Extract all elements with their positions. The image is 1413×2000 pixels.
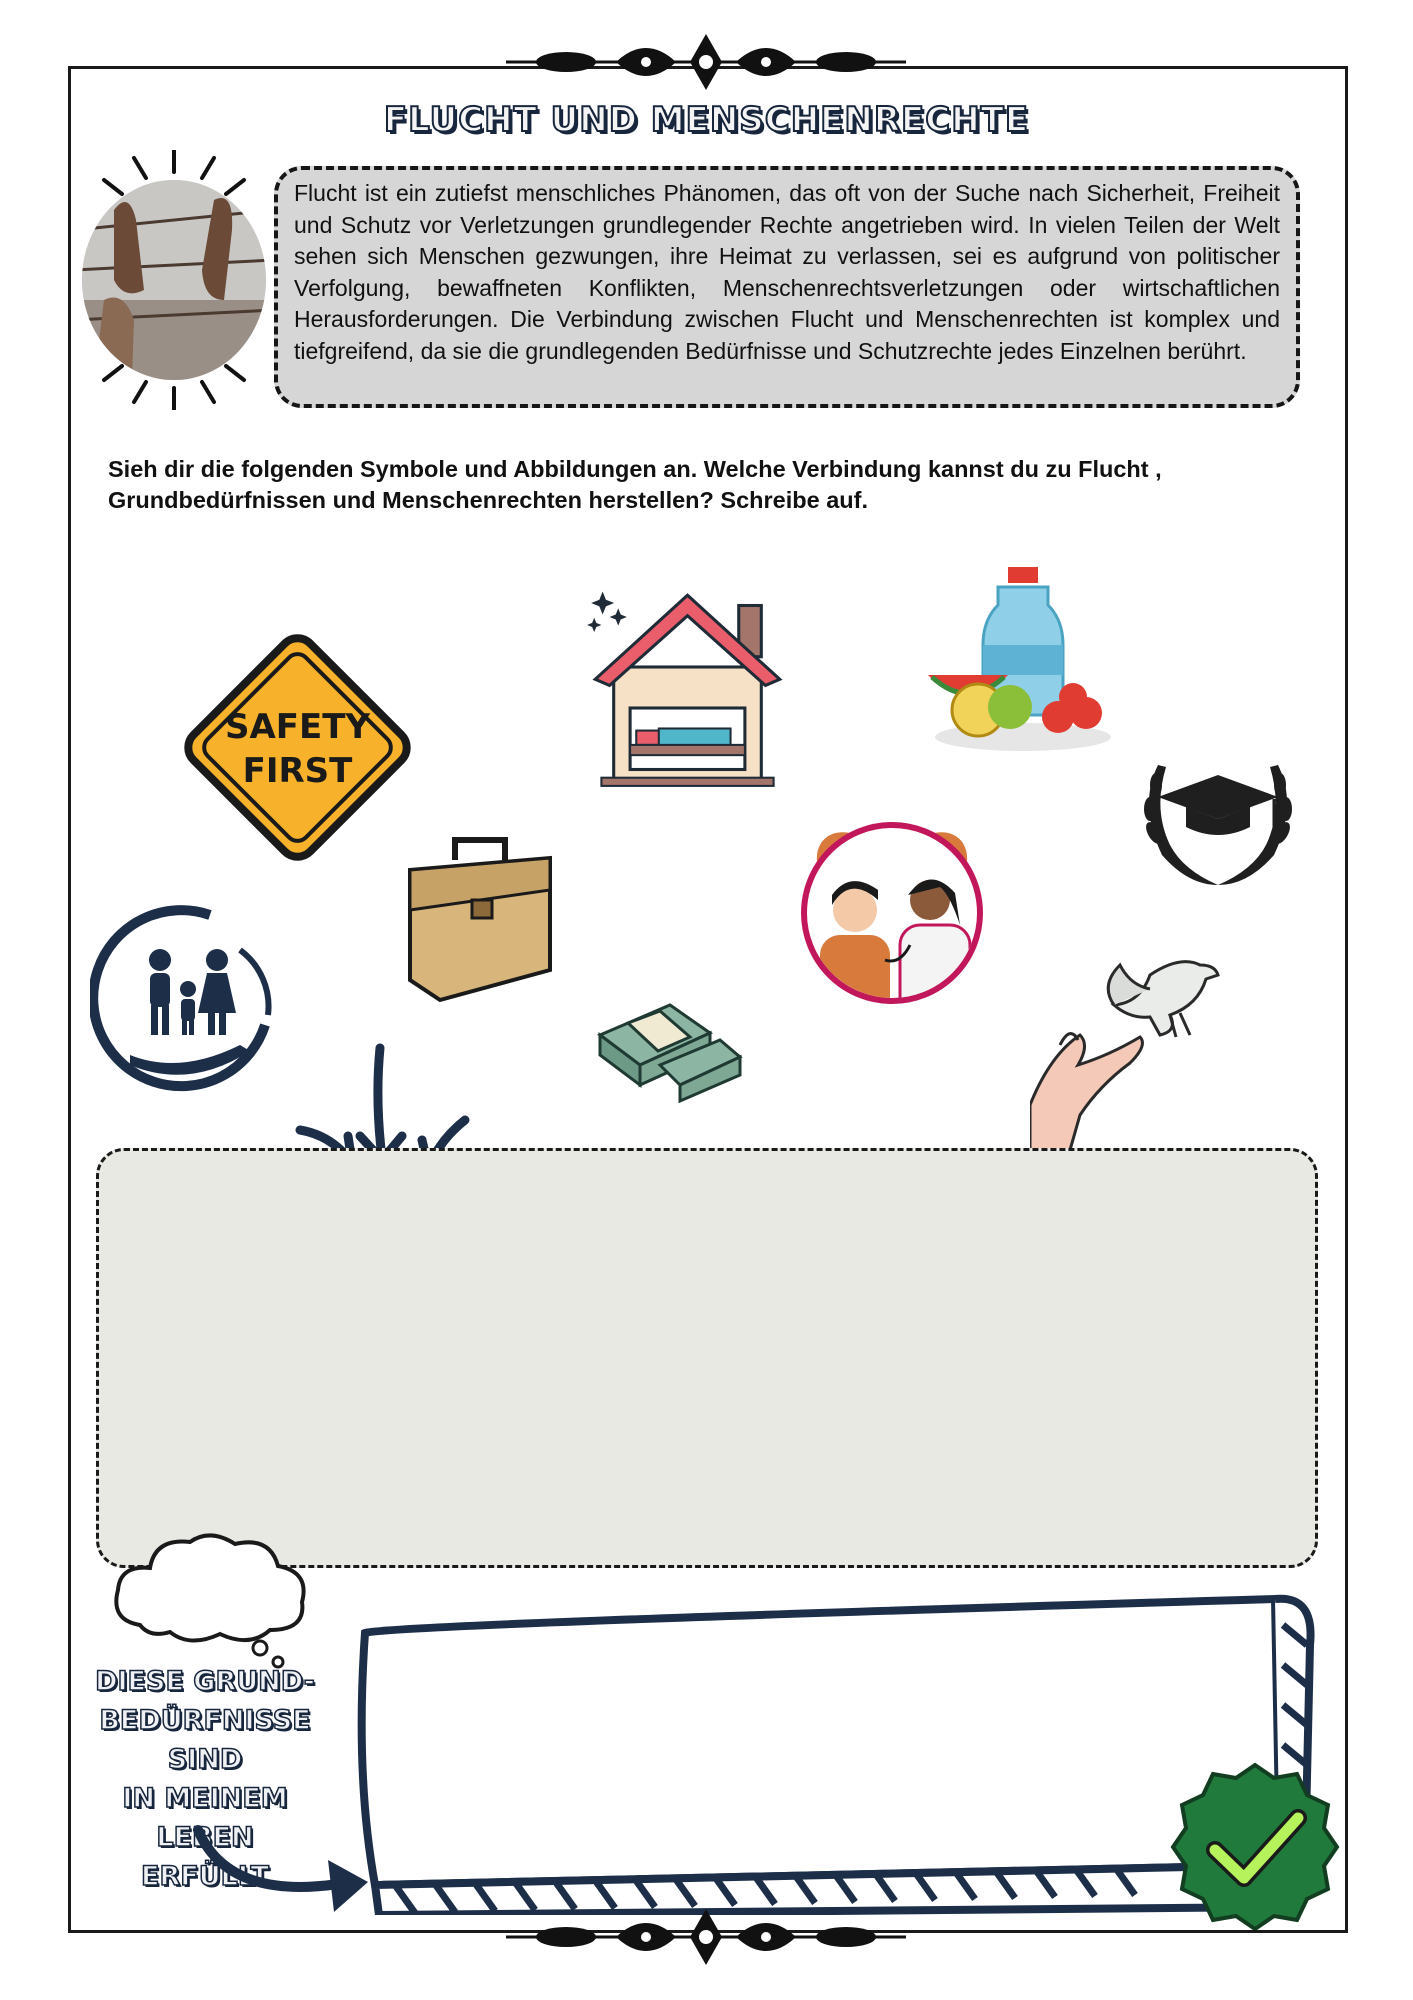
page-title: FLUCHT UND MENSCHENRECHTE (383, 100, 1030, 140)
needs-input[interactable] (375, 1620, 1255, 1860)
needs-label-line: BEDÜRFNISSE SIND (99, 1705, 311, 1775)
graduation-cap-icon (1128, 745, 1308, 895)
task-instruction: Sieh dir die folgenden Symbole und Abbildungen an. Welche Verbindung kannst du zu Flucht , Grundbedürfnissen und Menschenrechten herstellen? Schreibe auf. (108, 456, 1162, 513)
needs-label-line: IN MEINEM LEBEN (122, 1783, 288, 1853)
safety-sign-icon (170, 620, 425, 875)
dove-hands-icon (1030, 945, 1250, 1150)
water-food-icon (928, 565, 1118, 755)
needs-label-line: DIESE GRUND- (95, 1666, 315, 1697)
ornament-bottom-icon (506, 1905, 906, 1969)
house-icon (585, 585, 790, 790)
answer-box[interactable] (96, 1148, 1318, 1568)
ornament-top-icon (506, 30, 906, 94)
briefcase-icon (400, 830, 560, 1005)
money-stack-icon (590, 975, 745, 1105)
check-badge-icon (1170, 1760, 1340, 1930)
needs-label-line: ERFÜLLT (141, 1861, 269, 1892)
curved-arrow-icon (188, 1820, 378, 1930)
thought-cloud-icon (110, 1530, 320, 1670)
intro-text-box: Flucht ist ein zutiefst menschliches Phänomen, das oft von der Suche nach Sicherheit, Freiheit und Schutz vor Verletzungen grundlegender Rechte angetrieben wird. In vielen Teilen der Welt sehen sich Menschen gezwungen, ihre Heimat zu verlassen, sei es aufgrund von politischer Verfolgung, bewaffneten Konflikten, Menschenrechtsverletzungen oder wirtschaftlichen Herausforderungen. Die Verbindung zwischen Flucht und Menschenrechten ist komplex und tiefgreifend, da sie die grundlegenden Bedürfnisse und Schutzrechte jedes Einzelnen berührt. (274, 166, 1300, 408)
safety-sign-line1: SAFETY (224, 707, 371, 747)
family-care-icon (90, 905, 285, 1100)
doctor-health-icon (790, 795, 995, 1015)
safety-sign-line2: FIRST (242, 751, 353, 791)
barbed-wire-hands-photo (74, 150, 274, 410)
